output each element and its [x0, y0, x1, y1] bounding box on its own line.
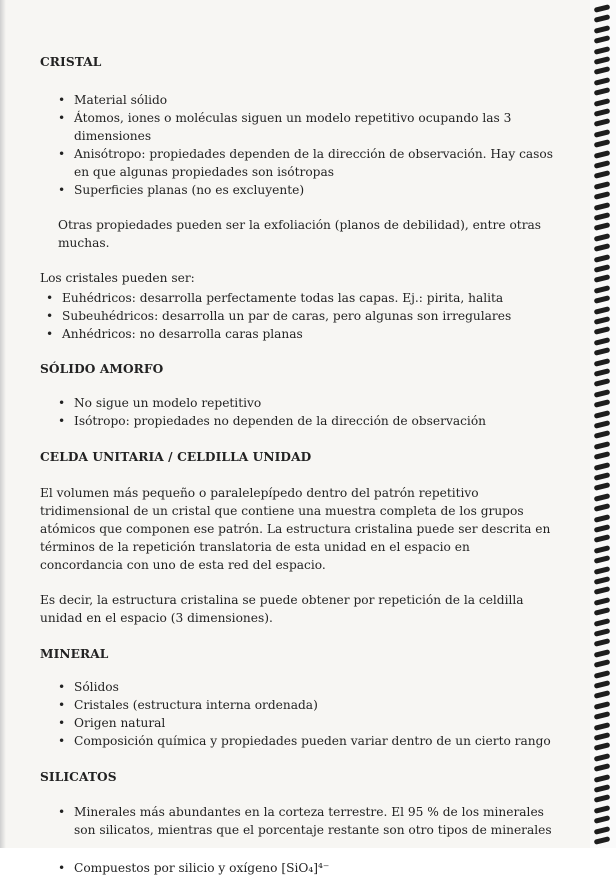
spiral-coil: [594, 139, 611, 148]
spiral-coil: [594, 254, 611, 263]
spiral-coil: [594, 701, 611, 710]
spiral-coil: [594, 379, 611, 388]
list-item: • Material sólido: [74, 91, 555, 109]
spiral-coil: [594, 46, 611, 55]
spiral-coil: [594, 358, 611, 367]
spiral-coil: [594, 784, 611, 793]
spiral-coil: [594, 462, 611, 471]
spiral-coil: [594, 129, 611, 138]
celda-paragraph-2: Es decir, la estructura cristalina se puede obtener por repetición de la celdilla unidad en el espacio (3 dimensiones).: [40, 593, 524, 625]
spiral-coil: [594, 202, 611, 211]
spiral-coil: [594, 399, 611, 408]
list-item: • Anhédricos: no desarrolla caras planas: [62, 325, 555, 343]
list-item: • Euhédricos: desarrolla perfectamente todas las capas. Ej.: pirita, halita: [62, 289, 555, 307]
spiral-coil: [594, 826, 611, 835]
spiral-coil: [594, 119, 611, 128]
spiral-binding: [590, 0, 616, 848]
cristal-note: Otras propiedades pueden ser la exfoliación (planos de debilidad), entre otras muchas.: [58, 218, 542, 250]
spiral-coil: [594, 639, 611, 648]
spiral-coil: [594, 410, 611, 419]
spiral-coil: [594, 815, 611, 824]
spiral-coil: [594, 805, 611, 814]
spiral-coil: [594, 618, 611, 627]
spiral-coil: [594, 87, 611, 96]
spiral-coil: [594, 337, 611, 346]
heading-celda-unitaria: CELDA UNITARIA / CELDILLA UNIDAD: [40, 450, 312, 464]
heading-solido-amorfo: SÓLIDO AMORFO: [40, 362, 164, 376]
spiral-coil: [594, 264, 611, 273]
spiral-coil: [594, 607, 611, 616]
spiral-coil: [594, 493, 611, 502]
spiral-coil: [594, 743, 611, 752]
spiral-coil: [594, 233, 611, 242]
page-content: [40, 48, 555, 877]
spiral-coil: [594, 285, 611, 294]
spiral-coil: [594, 171, 611, 180]
spiral-coil: [594, 524, 611, 533]
spiral-coil: [594, 732, 611, 741]
spiral-coil: [594, 191, 611, 200]
spiral-coil: [594, 503, 611, 512]
spiral-coil: [594, 597, 611, 606]
spiral-coil: [594, 763, 611, 772]
spiral-coil: [594, 836, 611, 845]
spiral-coil: [594, 659, 611, 668]
heading-mineral: MINERAL: [40, 647, 109, 661]
cristal-types: [40, 289, 555, 343]
spiral-coil: [594, 316, 611, 325]
list-item: • Superficies planas (no es excluyente): [74, 181, 555, 199]
spiral-coil: [594, 514, 611, 523]
spiral-coil: [594, 368, 611, 377]
spiral-coil: [594, 77, 611, 86]
page-edge-shadow: [0, 0, 6, 848]
spiral-coil: [594, 108, 611, 117]
spiral-coil: [594, 295, 611, 304]
spiral-coil: [594, 472, 611, 481]
list-item: • Subeuhédricos: desarrolla un par de caras, pero algunas son irregulares: [62, 307, 555, 325]
spiral-coil: [594, 243, 611, 252]
spiral-coil: [594, 150, 611, 159]
spiral-coil: [594, 389, 611, 398]
spiral-coil: [594, 212, 611, 221]
spiral-coil: [594, 566, 611, 575]
heading-silicatos: SILICATOS: [40, 770, 117, 784]
spiral-coil: [594, 35, 611, 44]
list-item: • Sólidos: [74, 678, 555, 696]
spiral-coil: [594, 535, 611, 544]
list-item: • No sigue un modelo repetitivo: [74, 394, 555, 412]
list-item: • Minerales más abundantes en la corteza terrestre. El 95 % de los minerales son silicatos, mientras que el porcentaje restante son otro tipos de minerales: [74, 803, 555, 839]
spiral-coil: [594, 25, 611, 34]
list-item: • Anisótropo: propiedades dependen de la dirección de observación. Hay casos en que algunas propiedades son isótropas: [74, 145, 555, 181]
spiral-coil: [594, 555, 611, 564]
heading-cristal: CRISTAL: [40, 55, 102, 69]
spiral-coil: [594, 67, 611, 76]
spiral-coil: [594, 587, 611, 596]
celda-paragraph-1: El volumen más pequeño o paralelepípedo dentro del patrón repetitivo tridimensional de un cristal que contiene una muestra completa de los grupos atómicos que componen ese patrón. La estructura cristalina puede ser descrita en términos de la repetición translatoria de esta unidad en el espacio en concordancia con uno de esta red del espacio.: [40, 486, 551, 572]
list-item: • Cristales (estructura interna ordenada): [74, 696, 555, 714]
spiral-coil: [594, 223, 611, 232]
mineral-bullets: [40, 678, 555, 750]
spiral-coil: [594, 670, 611, 679]
spiral-coil: [594, 160, 611, 169]
spiral-coil: [594, 795, 611, 804]
spiral-coil: [594, 181, 611, 190]
list-item: • Átomos, iones o moléculas siguen un modelo repetitivo ocupando las 3 dimensiones: [74, 109, 555, 145]
cristal-types-intro: Los cristales pueden ser:: [40, 271, 195, 285]
list-item: • Origen natural: [74, 714, 555, 732]
spiral-coil: [594, 431, 611, 440]
spiral-coil: [594, 4, 611, 13]
spiral-coil: [594, 306, 611, 315]
spiral-coil: [594, 98, 611, 107]
list-item: • Compuestos por silicio y oxígeno [SiO₄]⁴⁻: [74, 859, 555, 877]
spiral-coil: [594, 347, 611, 356]
spiral-coil: [594, 483, 611, 492]
list-item: • Isótropo: propiedades no dependen de la dirección de observación: [74, 412, 555, 430]
spiral-coil: [594, 649, 611, 658]
spiral-coil: [594, 15, 611, 24]
spiral-coil: [594, 441, 611, 450]
spiral-coil: [594, 680, 611, 689]
spiral-coil: [594, 56, 611, 65]
spiral-coil: [594, 753, 611, 762]
spiral-coil: [594, 691, 611, 700]
amorfo-bullets: [40, 394, 555, 430]
list-item: • Composición química y propiedades pueden variar dentro de un cierto rango: [74, 732, 555, 750]
spiral-coil: [594, 628, 611, 637]
cristal-bullets: [40, 91, 555, 199]
spiral-coil: [594, 420, 611, 429]
spiral-coil: [594, 774, 611, 783]
spiral-coil: [594, 275, 611, 284]
spiral-coil: [594, 327, 611, 336]
spiral-coil: [594, 576, 611, 585]
spiral-coil: [594, 545, 611, 554]
silicatos-bullets: [40, 803, 555, 877]
spiral-coil: [594, 722, 611, 731]
spiral-coil: [594, 451, 611, 460]
spiral-coil: [594, 711, 611, 720]
